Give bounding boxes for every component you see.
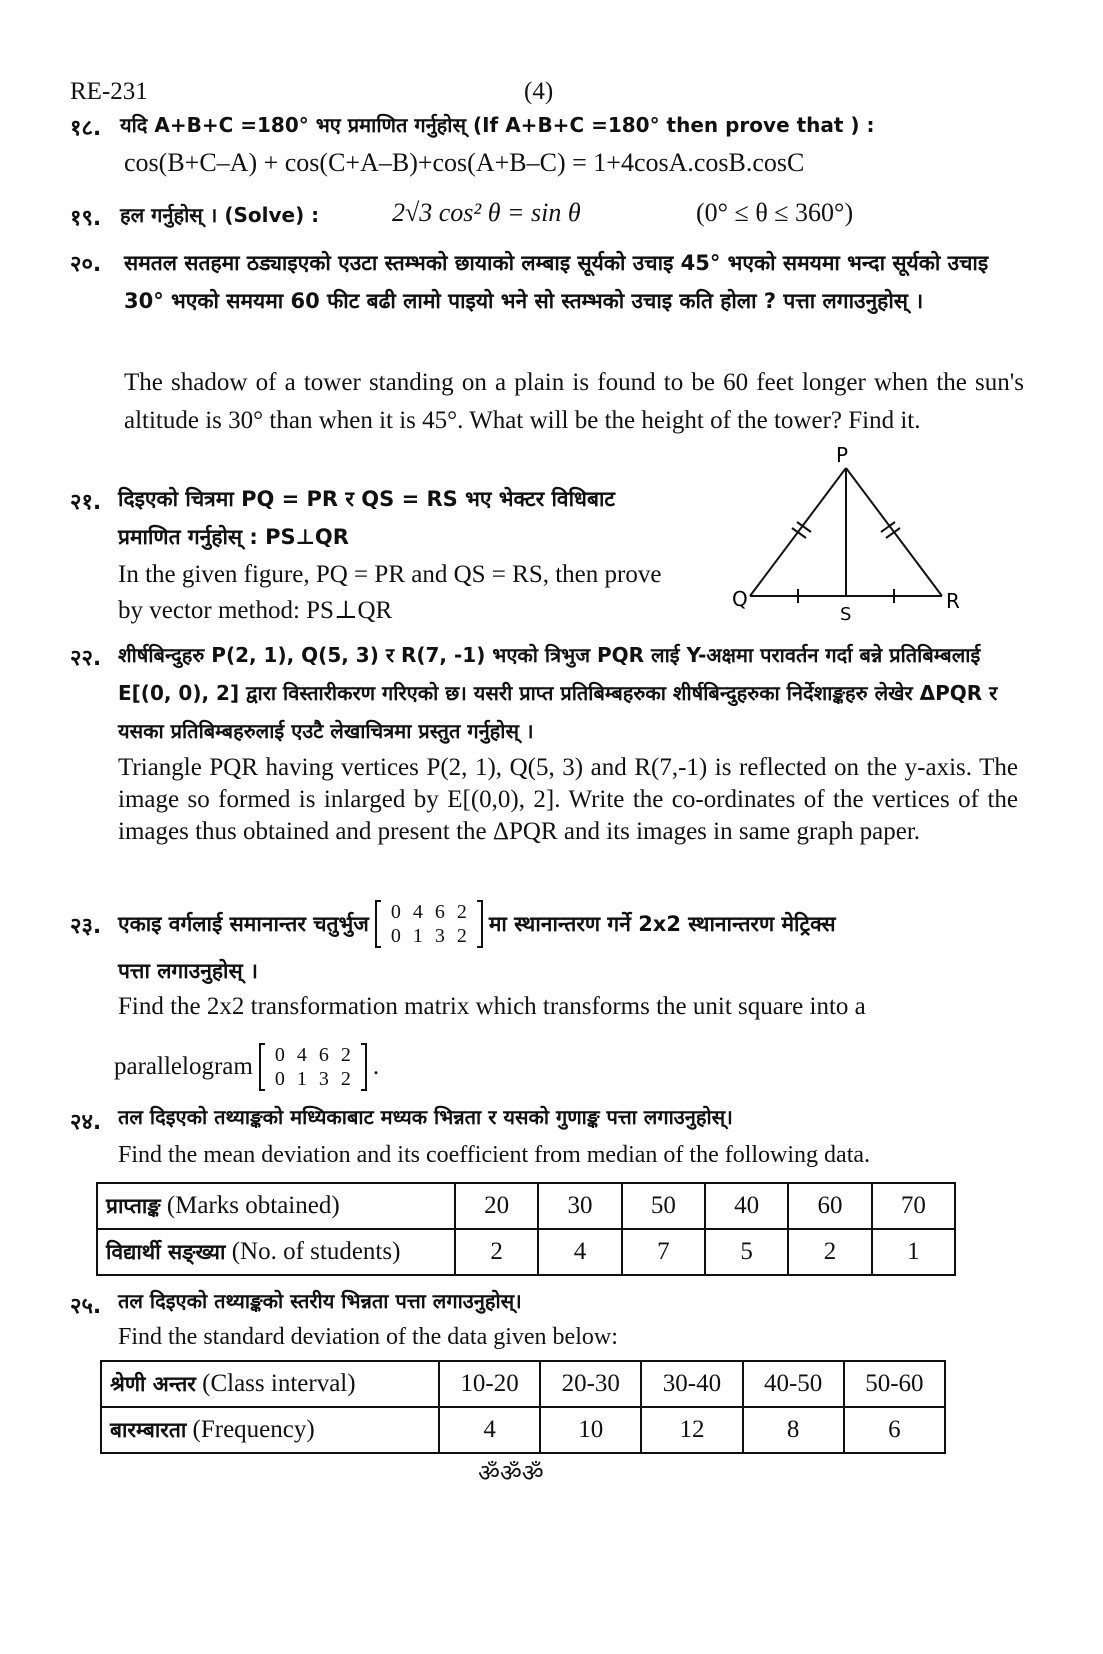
table-row-label <box>97 1229 455 1275</box>
m1-cell: 2 <box>456 925 467 947</box>
q23-text-after: मा स्थानान्तरण गर्ने 2x2 स्थानान्तरण मेट्रिक्स <box>488 912 836 936</box>
table-cell: 8 <box>743 1407 844 1453</box>
q19-statement: हल गर्नुहोस् । (Solve) : <box>120 203 320 227</box>
q19-range: (0° ≤ θ ≤ 360°) <box>696 198 854 227</box>
q18-equation: cos(B+C–A) + cos(C+A–B)+cos(A+B–C) = 1+4cosA.cosB.cosC <box>124 148 805 177</box>
table-row <box>97 1183 955 1229</box>
m1-cell: 1 <box>412 925 423 947</box>
q25-statement-en: Find the standard deviation of the data given below: <box>118 1324 618 1350</box>
q23-line1 <box>118 892 836 956</box>
label-np: बारम्बारता <box>110 1418 187 1442</box>
m1-cell: 2 <box>456 901 467 923</box>
table-cell: 12 <box>641 1407 742 1453</box>
q23-text-before: एकाइ वर्गलाई समानान्तर चतुर्भुज <box>118 912 369 936</box>
page-number: (4) <box>524 78 554 105</box>
label-np: प्राप्ताङ्क <box>106 1194 161 1218</box>
q23-en-end: . <box>372 1053 380 1080</box>
m1-cell: 4 <box>412 901 423 923</box>
m2-cell: 4 <box>296 1044 307 1066</box>
table-row-label <box>97 1183 455 1229</box>
q23-en-word: parallelogram <box>114 1053 253 1080</box>
m2-cell: 0 <box>274 1044 285 1066</box>
q18-statement: यदि A+B+C =180° भए प्रमाणित गर्नुहोस् (If A+B+C =180° then prove that ) : <box>120 113 875 137</box>
q24-statement-en: Find the mean deviation and its coefficient from median of the following data. <box>118 1142 871 1168</box>
table-cell: 50-60 <box>844 1361 945 1407</box>
table-cell: 40-50 <box>743 1361 844 1407</box>
m1-cell: 0 <box>390 901 401 923</box>
label-en: (Class interval) <box>202 1370 356 1397</box>
q23-line2: पत्ता लगाउनुहोस् । <box>118 959 258 983</box>
q21-statement-en-1: In the given figure, PQ = PR and QS = RS, then prove <box>118 561 662 588</box>
q25-statement-np: तल दिइएको तथ्याङ्कको स्तरीय भिन्नता पत्ता लगाउनुहोस्। <box>118 1289 522 1313</box>
q23-en-line1: Find the 2x2 transformation matrix which transforms the unit square into a <box>118 993 866 1020</box>
table-cell: 30-40 <box>641 1361 742 1407</box>
table-cell: 4 <box>439 1407 540 1453</box>
q20-number: २०. <box>70 252 102 277</box>
table-cell: 7 <box>622 1229 705 1275</box>
frequency-table <box>100 1360 946 1454</box>
q21-statement-np-2: प्रमाणित गर्नुहोस् : PS⊥QR <box>118 525 349 549</box>
table-cell: 2 <box>455 1229 538 1275</box>
q21-statement-en-2: by vector method: PS⊥QR <box>118 597 393 624</box>
m2-cell: 3 <box>318 1068 329 1090</box>
q23-matrix-2 <box>259 1043 367 1091</box>
q20-statement-np: समतल सतहमा ठड्याइएको एउटा स्तम्भको छायाको लम्बाइ सूर्यको उचाइ 45° भएको समयमा भन्दा सूर्यको उचाइ 30° भएको समयमा 60 फीट बढी लामो पाइयो भने सो स्तम्भको उचाइ कति होला ? पत्ता लगाउनुहोस् । <box>124 251 989 313</box>
footer-mark: ॐॐॐ <box>478 1459 544 1487</box>
table-cell: 70 <box>872 1183 955 1229</box>
label-np: विद्यार्थी सङ्ख्या <box>106 1240 226 1264</box>
label-r: R <box>946 589 960 613</box>
m1-cell: 3 <box>434 925 445 947</box>
table-cell: 20 <box>455 1183 538 1229</box>
q21-statement-np-1: दिइएको चित्रमा PQ = PR र QS = RS भए भेक्टर विधिबाट <box>118 487 615 511</box>
exam-code: RE-231 <box>70 78 148 105</box>
m1-cell: 0 <box>390 925 401 947</box>
label-np: श्रेणी अन्तर <box>110 1372 196 1396</box>
m2-cell: 2 <box>340 1044 351 1066</box>
table-cell: 10-20 <box>439 1361 540 1407</box>
m2-cell: 6 <box>318 1044 329 1066</box>
m2-cell: 1 <box>296 1068 307 1090</box>
q22-statement-en: Triangle PQR having vertices P(2, 1), Q(5, 3) and R(7,-1) is reflected on the y-axis. The image so formed is inlarged by E[(0,0), 2]. Write the co-ordinates of the vertices of the images thus obtained and present the ΔPQR and its images in same graph paper. <box>118 754 1018 845</box>
q23-matrix-1 <box>375 900 483 948</box>
q23-en-line2 <box>114 1036 379 1098</box>
m2-cell: 2 <box>340 1068 351 1090</box>
q20-statement-en: The shadow of a tower standing on a plain is found to be 60 feet longer when the sun's altitude is 30° than when it is 45°. What will be the height of the tower? Find it. <box>124 369 1024 434</box>
table-cell: 1 <box>872 1229 955 1275</box>
table-cell: 10 <box>540 1407 641 1453</box>
table-row-label <box>101 1361 439 1407</box>
m2-cell: 0 <box>274 1068 285 1090</box>
label-s: S <box>840 604 852 625</box>
table-cell: 4 <box>538 1229 621 1275</box>
table-cell: 6 <box>844 1407 945 1453</box>
q25-number: २५. <box>70 1294 102 1319</box>
label-en: (Marks obtained) <box>166 1192 340 1219</box>
table-cell: 5 <box>705 1229 788 1275</box>
triangle-figure <box>730 446 970 636</box>
q22-number: २२. <box>70 646 102 671</box>
table-cell: 60 <box>788 1183 871 1229</box>
table-cell: 40 <box>705 1183 788 1229</box>
label-q: Q <box>732 587 748 611</box>
q21-number: २१. <box>70 490 102 515</box>
table-row <box>101 1407 945 1453</box>
table-row-label <box>101 1407 439 1453</box>
table-cell: 20-30 <box>540 1361 641 1407</box>
label-en: (No. of students) <box>231 1238 401 1265</box>
q24-statement-np: तल दिइएको तथ्याङ्कको मध्यिकाबाट मध्यक भिन्नता र यसको गुणाङ्क पत्ता लगाउनुहोस्। <box>118 1105 733 1129</box>
table-row <box>97 1229 955 1275</box>
marks-table <box>96 1182 956 1276</box>
label-p: P <box>836 446 849 467</box>
q22-statement-np: शीर्षबिन्दुहरु P(2, 1), Q(5, 3) र R(7, -1) भएको त्रिभुज PQR लाई Y-अक्षमा परावर्तन गर्दा बन्ने प्रतिबिम्बलाई E[(0, 0), 2] द्वारा विस्तारीकरण गरिएको छ। यसरी प्राप्त प्रतिबिम्बहरुका शीर्षबिन्दुहरुका निर्देशाङ्कहरु लेखेर ΔPQR र यसका प्रतिबिम्बहरुलाई एउटै लेखाचित्रमा प्रस्तुत गर्नुहोस् । <box>118 643 998 743</box>
table-cell: 2 <box>788 1229 871 1275</box>
q19-number: १९. <box>70 206 102 231</box>
table-cell: 30 <box>538 1183 621 1229</box>
m1-cell: 6 <box>434 901 445 923</box>
q23-number: २३. <box>70 914 102 939</box>
label-en: (Frequency) <box>192 1416 315 1443</box>
q19-equation: 2√3 cos² θ = sin θ <box>392 198 581 227</box>
q24-number: २४. <box>70 1110 102 1135</box>
table-cell: 50 <box>622 1183 705 1229</box>
q18-number: १८. <box>70 116 102 141</box>
table-row <box>101 1361 945 1407</box>
